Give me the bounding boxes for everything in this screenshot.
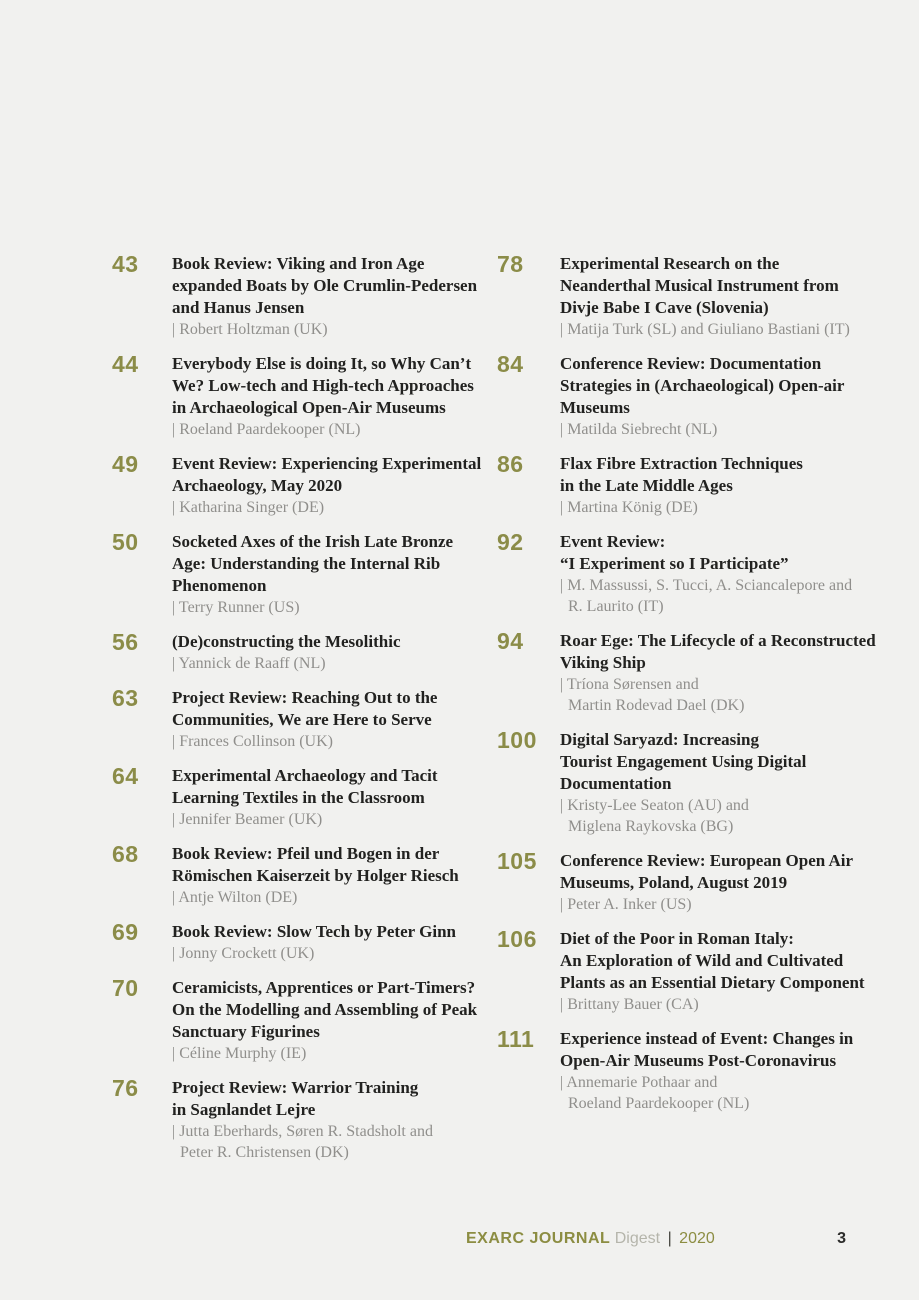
toc-entry xyxy=(497,630,907,716)
toc-author-line: | Katharina Singer (DE) xyxy=(172,499,325,516)
toc-title-line: Tourist Engagement Using Digital xyxy=(560,752,807,771)
toc-title-line: On the Modelling and Assembling of Peak xyxy=(172,1000,478,1019)
toc-entry-page-number: 70 xyxy=(112,975,139,1001)
toc-title-line: Book Review: Slow Tech by Peter Ginn xyxy=(172,922,456,941)
toc-entry-title xyxy=(172,453,522,497)
toc-title-line: Project Review: Warrior Training xyxy=(172,1078,419,1097)
toc-entry-title xyxy=(560,729,907,795)
toc-entry-title xyxy=(172,1077,522,1121)
toc-author-line: | Antje Wilton (DE) xyxy=(172,889,298,906)
toc-author-line: | Annemarie Pothaar and xyxy=(560,1074,718,1091)
toc-entry-title xyxy=(172,843,522,887)
toc-entry-page-number: 100 xyxy=(497,727,537,753)
toc-entry-authors xyxy=(172,943,522,964)
journal-brand xyxy=(466,1226,715,1252)
toc-title-line: “I Experiment so I Participate” xyxy=(560,554,789,573)
toc-author-line: | Jennifer Beamer (UK) xyxy=(172,811,323,828)
toc-entry-authors xyxy=(560,319,907,340)
toc-title-line: Diet of the Poor in Roman Italy: xyxy=(560,929,794,948)
toc-entry-title xyxy=(172,977,522,1043)
toc-entry-body xyxy=(560,253,907,340)
toc-entry-title xyxy=(560,353,907,419)
toc-entry-authors xyxy=(172,809,522,830)
toc-entry-authors xyxy=(172,1121,522,1163)
toc-author-line: | M. Massussi, S. Tucci, A. Sciancalepore and xyxy=(560,577,853,594)
toc-entry-body xyxy=(560,928,907,1015)
toc-title-line: Museums xyxy=(560,398,630,417)
toc-author-line: | Robert Holtzman (UK) xyxy=(172,321,328,338)
toc-entry-page-number: 105 xyxy=(497,848,537,874)
toc-title-line: Conference Review: Documentation xyxy=(560,354,822,373)
toc-title-line: An Exploration of Wild and Cultivated xyxy=(560,951,844,970)
toc-entry-body xyxy=(172,687,522,752)
toc-entry-authors xyxy=(172,653,522,674)
toc-entry-page-number: 92 xyxy=(497,529,524,555)
toc-author-line: Miglena Raykovska (BG) xyxy=(568,818,734,835)
toc-entry-authors xyxy=(172,597,522,618)
toc-entry-body xyxy=(172,1077,522,1163)
toc-entry-title xyxy=(560,1028,907,1072)
toc-entry xyxy=(497,531,907,617)
journal-brand-edition: Digest xyxy=(614,1230,661,1247)
toc-entry-body xyxy=(560,729,907,837)
toc-title-line: Experimental Archaeology and Tacit xyxy=(172,766,438,785)
toc-entry-page-number: 44 xyxy=(112,351,139,377)
toc-entry-page-number: 94 xyxy=(497,628,524,654)
toc-entry xyxy=(112,977,522,1064)
toc-author-line: | Yannick de Raaff (NL) xyxy=(172,655,326,672)
toc-title-line: expanded Boats by Ole Crumlin-Pedersen xyxy=(172,276,478,295)
toc-entry-body xyxy=(172,843,522,908)
toc-column-right xyxy=(497,253,907,1127)
toc-entry-body xyxy=(172,253,522,340)
toc-title-line: in the Late Middle Ages xyxy=(560,476,733,495)
toc-title-line: Everybody Else is doing It, so Why Can’t xyxy=(172,354,472,373)
toc-entry-page-number: 64 xyxy=(112,763,139,789)
toc-entry xyxy=(112,921,522,964)
toc-entry-title xyxy=(172,353,522,419)
toc-entry-title xyxy=(172,631,522,653)
toc-entry-page-number: 84 xyxy=(497,351,524,377)
toc-title-line: Conference Review: European Open Air xyxy=(560,851,854,870)
toc-entry-body xyxy=(172,531,522,618)
toc-title-line: Strategies in (Archaeological) Open-air xyxy=(560,376,845,395)
toc-entry xyxy=(497,729,907,837)
toc-title-line: Ceramicists, Apprentices or Part-Timers? xyxy=(172,978,476,997)
toc-entry-authors xyxy=(172,887,522,908)
toc-entry-authors xyxy=(172,497,522,518)
toc-author-line: Peter R. Christensen (DK) xyxy=(180,1144,349,1161)
toc-entry-title xyxy=(560,531,907,575)
toc-author-line: | Roeland Paardekooper (NL) xyxy=(172,421,361,438)
toc-title-line: Roar Ege: The Lifecycle of a Reconstructed xyxy=(560,631,876,650)
toc-entry-authors xyxy=(172,419,522,440)
toc-title-line: Phenomenon xyxy=(172,576,267,595)
toc-entry xyxy=(497,850,907,915)
toc-entry xyxy=(497,253,907,340)
toc-entry-body xyxy=(560,850,907,915)
toc-title-line: Event Review: Experiencing Experimental xyxy=(172,454,482,473)
toc-title-line: Digital Saryazd: Increasing xyxy=(560,730,759,749)
toc-column-left xyxy=(112,253,522,1176)
journal-brand-separator: | xyxy=(667,1230,672,1247)
toc-entry-authors xyxy=(560,795,907,837)
toc-title-line: Flax Fibre Extraction Techniques xyxy=(560,454,803,473)
toc-title-line: Experimental Research on the xyxy=(560,254,780,273)
toc-title-line: Project Review: Reaching Out to the xyxy=(172,688,438,707)
toc-entry-title xyxy=(560,453,907,497)
toc-entry-authors xyxy=(560,674,907,716)
toc-entry-page-number: 111 xyxy=(497,1026,535,1052)
toc-title-line: Plants as an Essential Dietary Component xyxy=(560,973,865,992)
toc-entry-page-number: 76 xyxy=(112,1075,139,1101)
toc-author-line: | Jonny Crockett (UK) xyxy=(172,945,315,962)
toc-title-line: (De)constructing the Mesolithic xyxy=(172,632,401,651)
toc-entry xyxy=(497,1028,907,1114)
toc-author-line: | Terry Runner (US) xyxy=(172,599,300,616)
toc-title-line: Documentation xyxy=(560,774,672,793)
toc-title-line: in Sagnlandet Lejre xyxy=(172,1100,316,1119)
toc-entry-authors xyxy=(560,419,907,440)
toc-entry xyxy=(497,928,907,1015)
journal-brand-year: 2020 xyxy=(679,1230,715,1247)
toc-title-line: Archaeology, May 2020 xyxy=(172,476,343,495)
toc-entry-authors xyxy=(560,575,907,617)
toc-author-line: | Martina König (DE) xyxy=(560,499,698,516)
toc-entry-body xyxy=(172,353,522,440)
toc-entry-title xyxy=(172,687,522,731)
toc-entry-authors xyxy=(560,497,907,518)
toc-entry-page-number: 63 xyxy=(112,685,139,711)
toc-author-line: | Brittany Bauer (CA) xyxy=(560,996,699,1013)
toc-entry-title xyxy=(172,921,522,943)
toc-entry-body xyxy=(560,453,907,518)
toc-entry-body xyxy=(560,353,907,440)
toc-author-line: R. Laurito (IT) xyxy=(568,598,664,615)
toc-title-line: Divje Babe I Cave (Slovenia) xyxy=(560,298,769,317)
toc-title-line: Book Review: Viking and Iron Age xyxy=(172,254,425,273)
toc-entry xyxy=(112,253,522,340)
toc-title-line: We? Low-tech and High-tech Approaches xyxy=(172,376,474,395)
toc-entry-title xyxy=(172,531,522,597)
toc-author-line: | Céline Murphy (IE) xyxy=(172,1045,307,1062)
toc-entry-page-number: 50 xyxy=(112,529,139,555)
toc-entry-title xyxy=(560,850,907,894)
toc-entry xyxy=(112,453,522,518)
toc-entry-title xyxy=(172,253,522,319)
toc-entry-title xyxy=(560,928,907,994)
toc-title-line: Sanctuary Figurines xyxy=(172,1022,320,1041)
toc-entry xyxy=(112,765,522,830)
toc-entry-body xyxy=(560,630,907,716)
toc-entry xyxy=(112,1077,522,1163)
toc-entry-page-number: 49 xyxy=(112,451,139,477)
toc-entry-body xyxy=(172,453,522,518)
toc-entry-title xyxy=(560,630,907,674)
toc-entry-page-number: 43 xyxy=(112,251,139,277)
toc-title-line: Learning Textiles in the Classroom xyxy=(172,788,425,807)
toc-entry-authors xyxy=(560,894,907,915)
toc-entry-page-number: 106 xyxy=(497,926,537,952)
toc-author-line: | Matilda Siebrecht (NL) xyxy=(560,421,718,438)
toc-title-line: Book Review: Pfeil und Bogen in der xyxy=(172,844,440,863)
page-number: 3 xyxy=(837,1230,846,1247)
toc-entry-page-number: 78 xyxy=(497,251,524,277)
toc-entry xyxy=(497,453,907,518)
toc-entry-authors xyxy=(560,1072,907,1114)
toc-title-line: and Hanus Jensen xyxy=(172,298,305,317)
toc-author-line: Roeland Paardekooper (NL) xyxy=(568,1095,750,1112)
toc-title-line: Neanderthal Musical Instrument from xyxy=(560,276,839,295)
toc-title-line: Museums, Poland, August 2019 xyxy=(560,873,788,892)
toc-author-line: | Kristy-Lee Seaton (AU) and xyxy=(560,797,749,814)
toc-entry-body xyxy=(172,921,522,964)
toc-author-line: | Frances Collinson (UK) xyxy=(172,733,333,750)
toc-title-line: Viking Ship xyxy=(560,653,646,672)
toc-entry-authors xyxy=(172,731,522,752)
toc-author-line: Martin Rodevad Dael (DK) xyxy=(568,697,745,714)
toc-entry xyxy=(497,353,907,440)
toc-entry-page-number: 69 xyxy=(112,919,139,945)
toc-title-line: in Archaeological Open-Air Museums xyxy=(172,398,446,417)
toc-entry-body xyxy=(560,531,907,617)
toc-author-line: | Peter A. Inker (US) xyxy=(560,896,692,913)
toc-entry xyxy=(112,353,522,440)
toc-entry-authors xyxy=(172,1043,522,1064)
toc-title-line: Age: Understanding the Internal Rib xyxy=(172,554,441,573)
toc-entry-title xyxy=(560,253,907,319)
toc-title-line: Experience instead of Event: Changes in xyxy=(560,1029,854,1048)
toc-author-line: | Matija Turk (SL) and Giuliano Bastiani (IT) xyxy=(560,321,850,338)
toc-author-line: | Tríona Sørensen and xyxy=(560,676,699,693)
toc-title-line: Römischen Kaiserzeit by Holger Riesch xyxy=(172,866,459,885)
toc-author-line: | Jutta Eberhards, Søren R. Stadsholt and xyxy=(172,1123,433,1140)
toc-title-line: Open-Air Museums Post-Coronavirus xyxy=(560,1051,837,1070)
toc-entry-page-number: 86 xyxy=(497,451,524,477)
toc-entry xyxy=(112,531,522,618)
journal-brand-name: EXARC JOURNAL xyxy=(466,1230,611,1247)
page-footer xyxy=(0,1226,919,1252)
toc-entry-body xyxy=(172,631,522,674)
toc-entry-body xyxy=(172,977,522,1064)
toc-entry-body xyxy=(172,765,522,830)
toc-title-line: Communities, We are Here to Serve xyxy=(172,710,432,729)
toc-entry-title xyxy=(172,765,522,809)
toc-title-line: Event Review: xyxy=(560,532,666,551)
toc-entry-authors xyxy=(560,994,907,1015)
toc-entry xyxy=(112,631,522,674)
toc-entry-page-number: 68 xyxy=(112,841,139,867)
toc-entry xyxy=(112,843,522,908)
toc-entry xyxy=(112,687,522,752)
toc-entry-authors xyxy=(172,319,522,340)
toc-entry-page-number: 56 xyxy=(112,629,139,655)
toc-title-line: Socketed Axes of the Irish Late Bronze xyxy=(172,532,454,551)
toc-entry-body xyxy=(560,1028,907,1114)
